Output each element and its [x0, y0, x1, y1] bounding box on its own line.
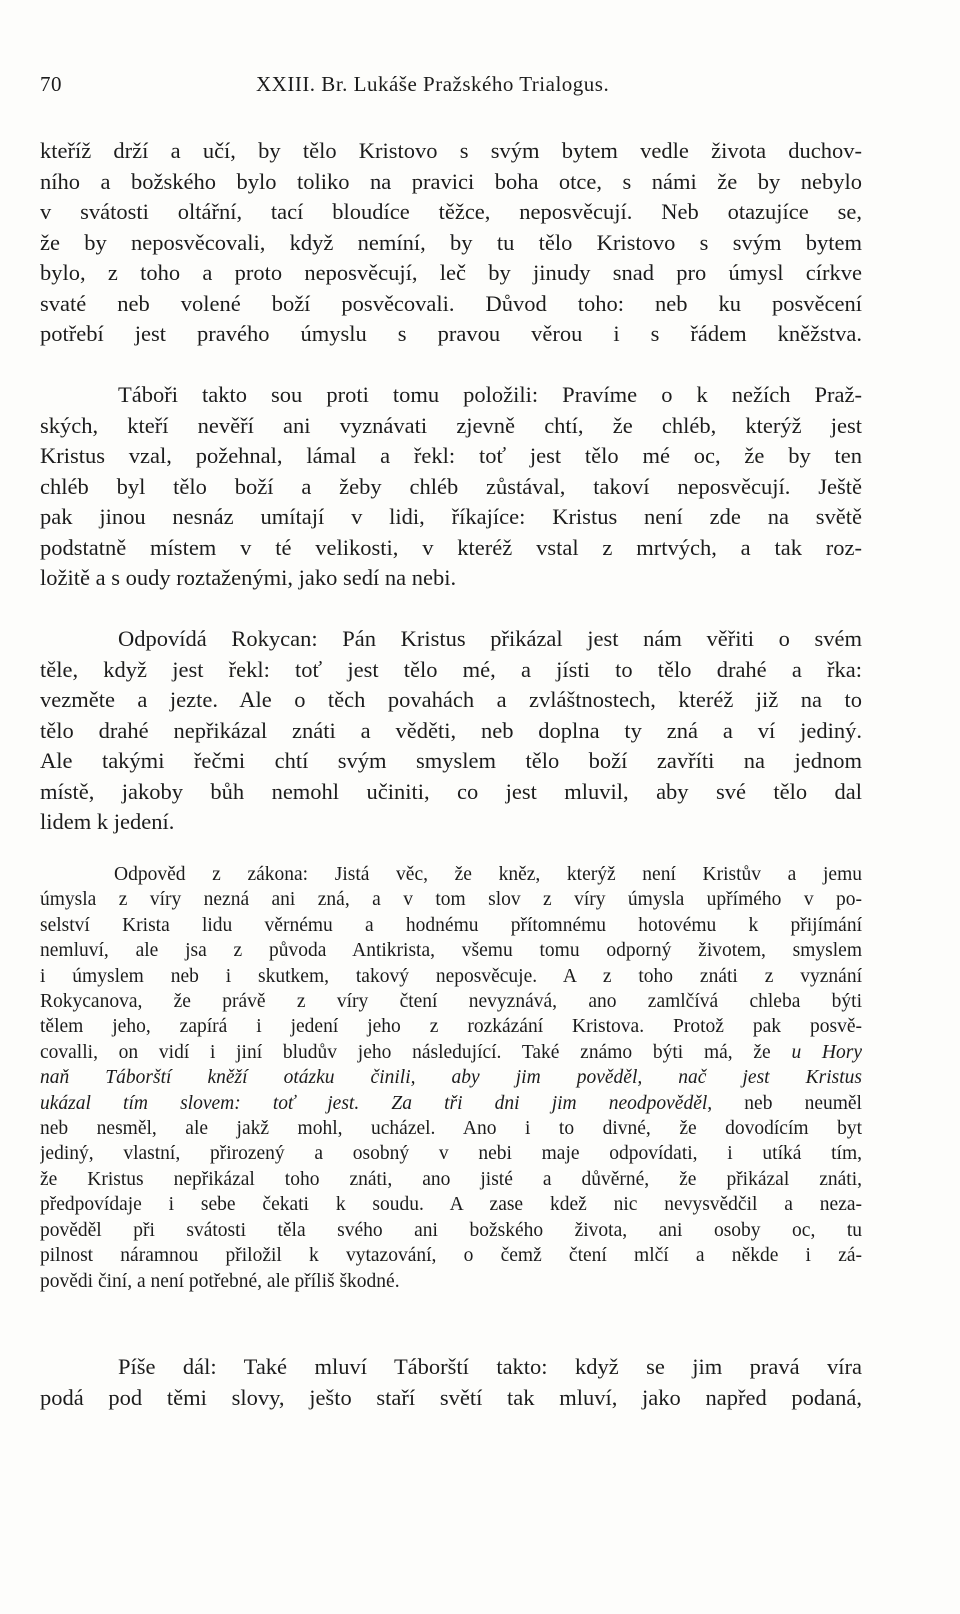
running-title: XXIII. Br. Lukáše Pražského Trialogus.	[256, 72, 610, 96]
text-line: tělo drahé nepřikázal znáti a věděti, neb doplna ty zná a ví jediný.	[40, 717, 862, 743]
text-line: Odpověd z zákona: Jistá věc, že kněz, kterýž není Kristův a jemu	[114, 864, 862, 885]
paragraph-5	[40, 1352, 862, 1413]
text-line: neb nesměl, ale jakž mohl, ucházel. Ano i to divné, že dovodícím byt	[40, 1118, 862, 1140]
paragraph-2	[40, 380, 862, 594]
text-line: pak jinou nesnáz umítají v lidi, říkajíce: Kristus není zde na světě	[40, 504, 862, 529]
text-line: pověděl při svátosti těla svého ani božského života, ani osoby oc, tu	[40, 1219, 862, 1241]
paragraph-4-small-print	[40, 862, 862, 1294]
text-line: potřebí jest pravého úmyslu s pravou věrou i s řádem kněžstva.	[40, 321, 862, 346]
text-line: ložitě a s oudy roztaženými, jako sedí na nebi.	[40, 565, 457, 590]
text-line: že Kristus nepřikázal toho znáti, ano jisté a důvěrné, že přikázal znáti,	[40, 1168, 862, 1190]
text-line: Táboři takto sou proti tomu položili: Pravíme o k nežích Praž-	[118, 382, 862, 407]
text-line: povědi činí, a není potřebné, ale příliš škodné.	[40, 1270, 400, 1292]
text-line: Kristus vzal, požehnal, lámal a řekl: toť jest tělo mé oc, že by ten	[40, 443, 862, 468]
text-line: Píše dál: Také mluví Táborští takto: když se jim pravá víra	[118, 1354, 862, 1379]
text-line-with-italic	[40, 1040, 862, 1065]
italic-run: ukázal tím slovem: toť jest. Za tři dni jim neodpověděl,	[40, 1092, 713, 1114]
text-line: kteříž drží a učí, by tělo Kristovo s svým bytem vedle života duchov-	[40, 138, 862, 163]
text-line: úmysla z víry nezná ani zná, a v tom slov z víry úmysla upřímého v po-	[40, 889, 862, 911]
text-line: lidem k jedení.	[40, 809, 175, 834]
text-line: tělem jeho, zapírá i jedení jeho z rozkázání Kristova. Protož pak posvě-	[40, 1016, 862, 1038]
text-line: selství Krista lidu věrnému a hodnému přítomnému hotovému k přijímání	[40, 914, 862, 936]
text-line: bylo, z toho a proto neposvěcují, leč by jinudy snad pro úmysl církve	[40, 260, 862, 285]
text-line: místě, jakoby bůh nemohl učiniti, co jest mluvil, aby své tělo dal	[40, 778, 862, 804]
paragraph-1	[40, 136, 862, 350]
text-line: nemluví, ale jsa z původa Antikrista, všemu tomu odporný životem, smyslem	[40, 940, 862, 962]
page-number: 70	[40, 72, 62, 96]
text-line-with-italic	[40, 1091, 862, 1116]
text-line: svaté neb volené boží posvěcovali. Důvod toho: neb ku posvěcení	[40, 290, 862, 316]
text-line: podstatně místem v té velikosti, v kteréž vstal z mrtvých, a tak roz-	[40, 534, 862, 560]
text-line: těle, když jest řekl: toť jest tělo mé, a jísti to tělo drahé a řka:	[40, 656, 862, 682]
text-line: pilnost náramnou přiložil k vytazování, o čemž čtení mlčí a někde i zá-	[40, 1245, 862, 1267]
text-line: že by neposvěcovali, když nemíní, by tu tělo Kristovo s svým bytem	[40, 229, 862, 255]
paragraph-3	[40, 624, 862, 838]
text-line: chléb byl tělo boží a žeby chléb zůstával, takoví neposvěcují. Ještě	[40, 473, 862, 499]
running-head	[40, 72, 860, 102]
text-line: předpovídaje i sebe čekati k soudu. A zase kdež nic nevysvědčil a neza-	[40, 1194, 862, 1216]
text-line: v svátosti oltářní, tací bloudíce těžce, neposvěcují. Neb otazujíce se,	[40, 199, 862, 224]
text-line: i úmyslem neb i skutkem, takový neposvěcuje. A z toho znáti z vyznání	[40, 965, 862, 987]
text-line: podá pod těmi slovy, ješto staří světí tak mluví, jako napřed podaná,	[40, 1384, 862, 1410]
text-line: Odpovídá Rokycan: Pán Kristus přikázal jest nám věřiti o svém	[118, 626, 862, 651]
text-run: covalli, on vidí i jiní bludův jeho následující. Také známo býti má, že	[40, 1041, 792, 1063]
text-line: vezměte a jezte. Ale o těch povahách a zvláštnostech, kteréž již na to	[40, 687, 862, 712]
text-line: Rokycanova, že právě z víry čtení nevyznává, ano zamlčívá chleba býti	[40, 991, 862, 1013]
text-line: Ale takými řečmi chtí svým smyslem tělo boží zavříti na jednom	[40, 748, 862, 773]
italic-run: u Hory	[791, 1041, 862, 1063]
text-line: jediný, vlastní, přirozený a osobný v nebi maje odpovídati, i utíká tím,	[40, 1143, 862, 1165]
text-line: ských, kteří nevěří ani vyznávati zjevně chtí, že chléb, kterýž jest	[40, 412, 862, 438]
text-run: neb neuměl	[712, 1092, 862, 1114]
italic-text-line: naň Táborští kněží otázku činili, aby jim pověděl, nač jest Kristus	[40, 1067, 862, 1089]
text-line: ního a božského bylo toliko na pravici boha otce, s námi že by nebylo	[40, 168, 862, 194]
